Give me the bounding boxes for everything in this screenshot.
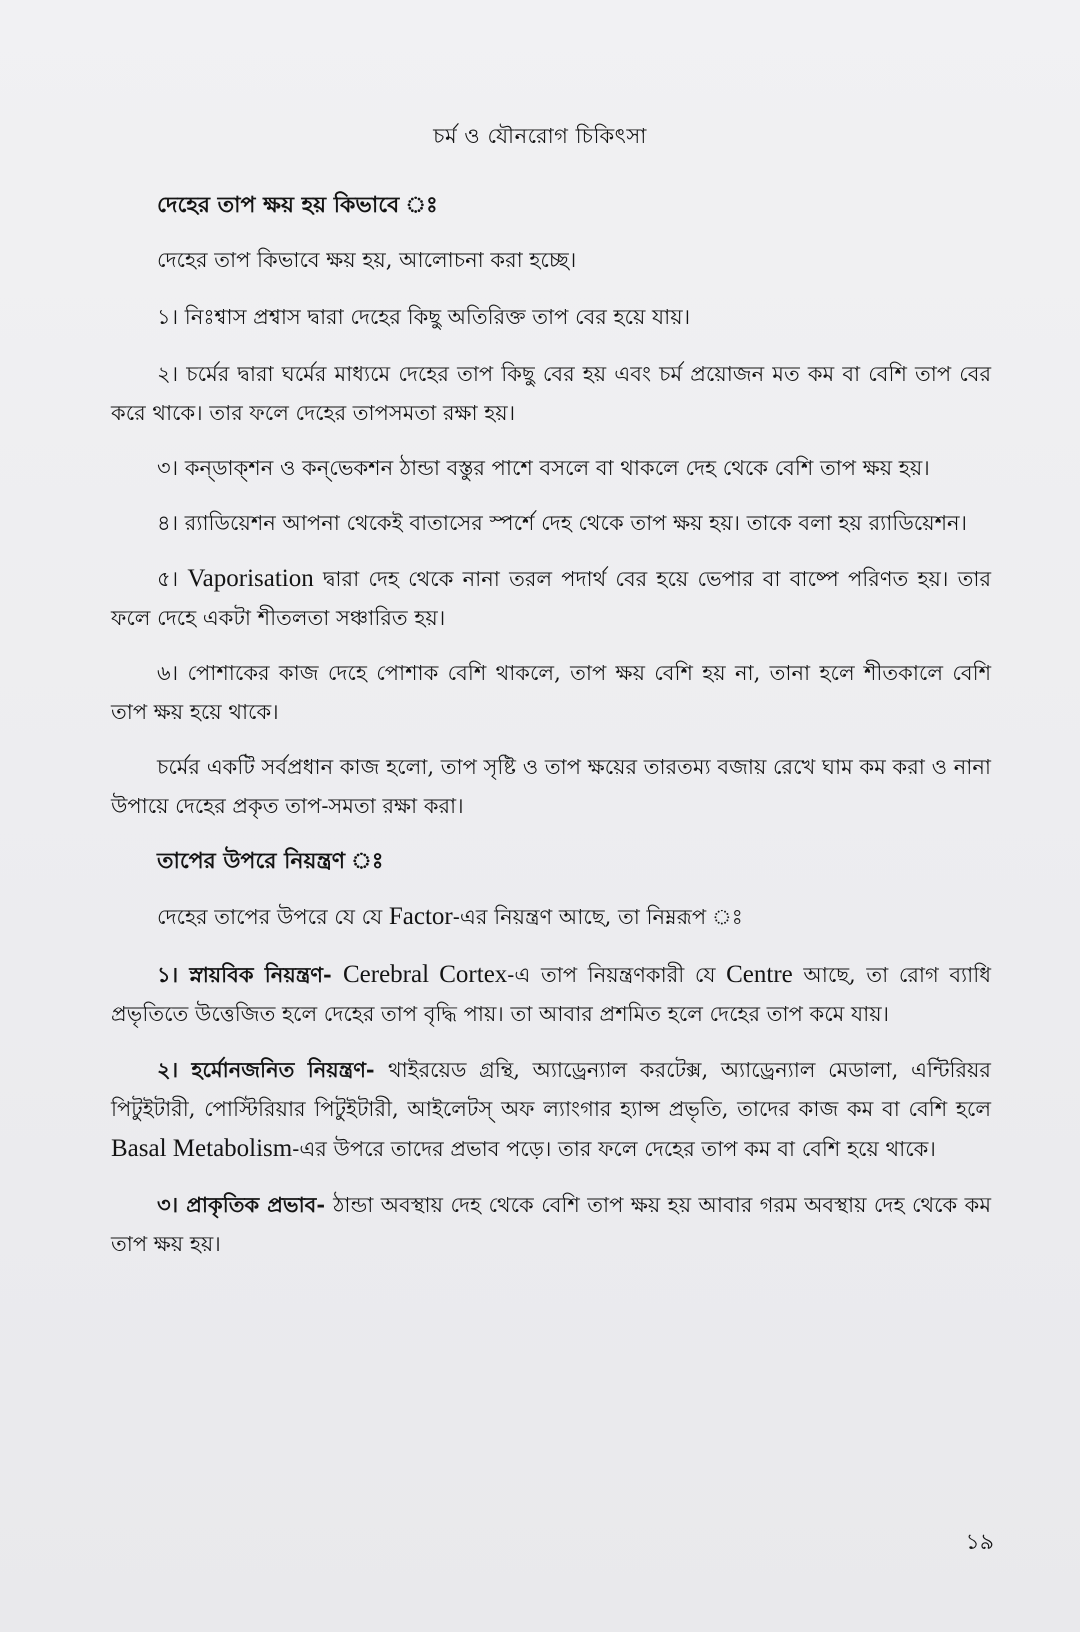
control-1-text: আছে, তা রোগ ব্যাধি প্রভৃতিতে উত্তেজিত হলে দেহের তাপ বৃদ্ধি পায়। তা আবার প্রশমিত হলে দেহের তাপ কমে যায়। xyxy=(111,963,992,1026)
paragraph-item-5 xyxy=(111,559,991,638)
control-3-lead: ৩। প্রাকৃতিক প্রভাব- xyxy=(157,1192,334,1217)
control-3-text: ঠান্ডা অবস্থায় দেহ থেকে বেশি তাপ ক্ষয় হয় আবার গরম অবস্থায় দেহ থেকে কম তাপ ক্ষয় হয়। xyxy=(111,1193,991,1256)
control-2-lead: ২। হর্মোনজনিত নিয়ন্ত্রণ- xyxy=(157,1057,388,1082)
paragraph-item-1: ১। নিঃশ্বাস প্রশ্বাস দ্বারা দেহের কিছু অতিরিক্ত তাপ বের হয়ে যায়। xyxy=(157,305,691,329)
paragraph-item-2: ২। চর্মের দ্বারা ঘর্মের মাধ্যমে দেহের তাপ কিছু বের হয় এবং চর্ম প্রয়োজন মত কম বা বেশি তাপ বের করে থাকে। তার ফলে দেহের তাপসমতা রক্ষা হয়। xyxy=(111,362,991,425)
paragraph-control-3 xyxy=(111,1185,991,1264)
item-5-number: ৫। xyxy=(157,567,188,591)
paragraph-item-6: ৬। পোশাকের কাজ দেহে পোশাক বেশি থাকলে, তাপ ক্ষয় বেশি হয় না, তানা হলে শীতকালে বেশি তাপ ক্ষয় হয়ে থাকে। xyxy=(111,661,991,724)
running-head: চর্ম ও যৌনরোগ চিকিৎসা xyxy=(433,124,647,148)
control-2-mid: থাইরয়েড গ্রন্থি, অ্যাড্রেন্যাল করটেক্স, অ্যাড্রেন্যাল মেডালা, এন্টিরিয়র পিটুইটারী, পোস্টিরিয়ার পিটুইটারী, আইলেটস্‌ অফ ল্যাংগার হ্যান্স প্রভৃতি, তাদের কাজ কম বা বেশি হলে xyxy=(111,1058,991,1121)
section-heading-heat-loss: দেহের তাপ ক্ষয় হয় কিভাবে ঃ xyxy=(157,192,438,218)
item-5-text: দ্বারা দেহ থেকে নানা তরল পদার্থ বের হয়ে ভেপার বা বাষ্পে পরিণত হয়। তার ফলে দেহে একটা শীতলতা সঞ্চারিত হয়। xyxy=(111,567,992,630)
paragraph-intro: দেহের তাপ কিভাবে ক্ষয় হয়, আলোচনা করা হচ্ছে। xyxy=(157,248,577,272)
paragraph-control-1 xyxy=(111,955,991,1034)
control-2-term: Basal Metabolism xyxy=(111,1135,293,1162)
paragraph-control-2 xyxy=(111,1050,991,1169)
factors-intro-post: -এর নিয়ন্ত্রণ আছে, তা নিম্নরূপ ঃ xyxy=(452,905,743,929)
control-2-text: -এর উপরে তাদের প্রভাব পড়ে। তার ফলে দেহের তাপ কম বা বেশি হয়ে থাকে। xyxy=(292,1137,936,1161)
factors-intro-term: Factor xyxy=(388,903,453,930)
paragraph-summary: চর্মের একটি সর্বপ্রধান কাজ হলো, তাপ সৃষ্টি ও তাপ ক্ষয়ের তারতম্য বজায় রেখে ঘাম কম করা ও নানা উপায়ে দেহের প্রকৃত তাপ-সমতা রক্ষা করা। xyxy=(111,755,991,818)
paragraph-factors-intro xyxy=(111,897,991,937)
control-1-lead: ১। স্নায়বিক নিয়ন্ত্রণ- xyxy=(157,962,343,987)
control-1-mid: -এ তাপ নিয়ন্ত্রণকারী যে xyxy=(507,963,727,987)
paragraph-item-4: ৪। র‌্যাডিয়েশন আপনা থেকেই বাতাসের স্পর্শে দেহ থেকে তাপ ক্ষয় হয়। তাকে বলা হয় র‌্যাডিয়েশন। xyxy=(157,511,968,535)
paragraph-item-3: ৩। কন্‌ডাক্‌শন ও কন্‌ভেকশন ঠান্ডা বস্তুর পাশে বসলে বা থাকলে দেহ থেকে বেশি তাপ ক্ষয় হয়। xyxy=(157,456,930,480)
page-number: ১৯ xyxy=(965,1530,994,1555)
control-1-term-2: Centre xyxy=(726,961,793,988)
factors-intro-pre: দেহের তাপের উপরে যে যে xyxy=(157,905,389,929)
show-through-text xyxy=(380,72,385,92)
item-5-term: Vaporisation xyxy=(187,565,314,592)
section-heading-control: তাপের উপরে নিয়ন্ত্রণ ঃ xyxy=(157,848,384,874)
control-1-term: Cerebral Cortex xyxy=(342,961,508,988)
body-text xyxy=(111,186,991,1280)
